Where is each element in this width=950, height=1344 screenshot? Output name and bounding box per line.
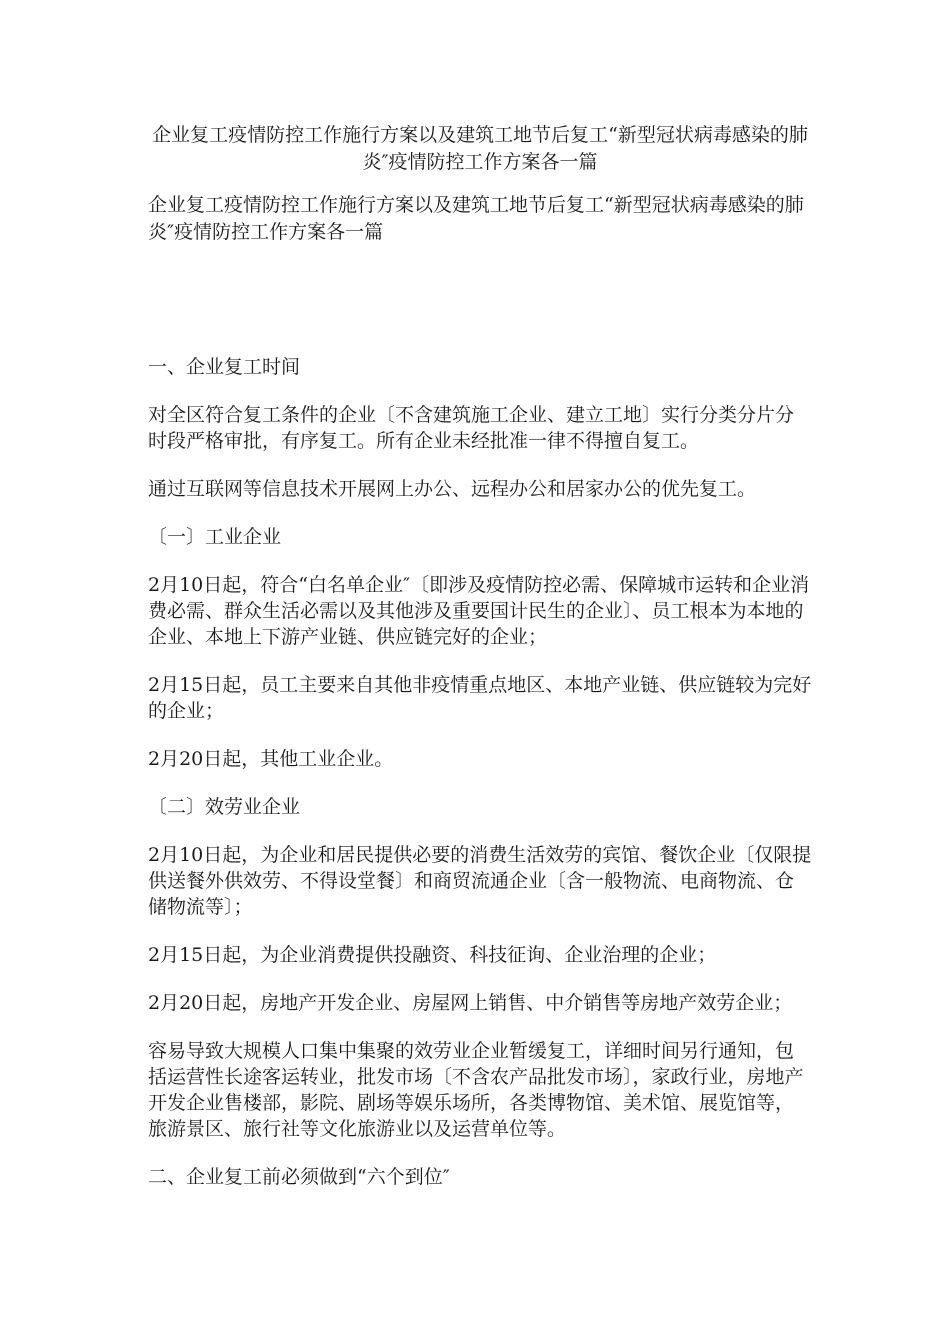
document-body [148,354,812,1190]
blank-space [148,246,812,354]
paragraph: 2月15日起，为企业消费提供投融资、科技征询、企业治理的企业； [148,944,717,966]
document-title: 企业复工疫情防控工作施行方案以及建筑工地节后复工“新型冠状病毒感染的肺炎″疫情防控工作方案各一篇 [152,124,808,173]
section-heading-1: 一、企业复工时间 [148,356,301,378]
document-subtitle: 企业复工疫情防控工作施行方案以及建筑工地节后复工“新型冠状病毒感染的肺炎″疫情防控工作方案各一篇 [148,194,804,243]
section-heading-2: 二、企业复工前必须做到“六个到位″ [148,1166,450,1188]
paragraph: 通过互联网等信息技术开展网上办公、远程办公和居家办公的优先复工。 [148,478,757,500]
paragraph: 容易导致大规模人口集中集聚的效劳业企业暂缓复工，详细时间另行通知，包括运营性长途客运转业，批发市场〔不含农产品批发市场〕，家政行业，房地产开发企业售楼部，影院、剧场等娱乐场所，各类博物馆、美术馆、展览馆等，旅游景区、旅行社等文化旅游业以及运营单位等。 [148,1040,804,1140]
document-page [148,122,812,1212]
paragraph: 2月15日起，员工主要来自其他非疫情重点地区、本地产业链、供应链较为完好的企业； [148,674,812,722]
paragraph: 2月10日起，为企业和居民提供必要的消费生活效劳的宾馆、餐饮企业〔仅限提供送餐外供效劳、不得设堂餐〕和商贸流通企业〔含一般物流、电商物流、仓储物流等〕； [148,844,812,918]
paragraph: 2月20日起，其他工业企业。 [148,748,394,770]
subsection-heading-service: 〔二〕效劳业企业 [148,796,301,818]
paragraph: 2月10日起，符合“白名单企业″〔即涉及疫情防控必需、保障城市运转和企业消费必需、群众生活必需以及其他涉及重要国计民生的企业〕、员工根本为本地的企业、本地上下游产业链、供应链完好的企业； [148,574,810,648]
subsection-heading-industrial: 〔一〕工业企业 [148,526,282,548]
paragraph: 对全区符合复工条件的企业〔不含建筑施工企业、建立工地〕实行分类分片分时段严格审批，有序复工。所有企业未经批准一律不得擅自复工。 [148,404,795,452]
paragraph: 2月20日起，房地产开发企业、房屋网上销售、中介销售等房地产效劳企业； [148,992,793,1014]
